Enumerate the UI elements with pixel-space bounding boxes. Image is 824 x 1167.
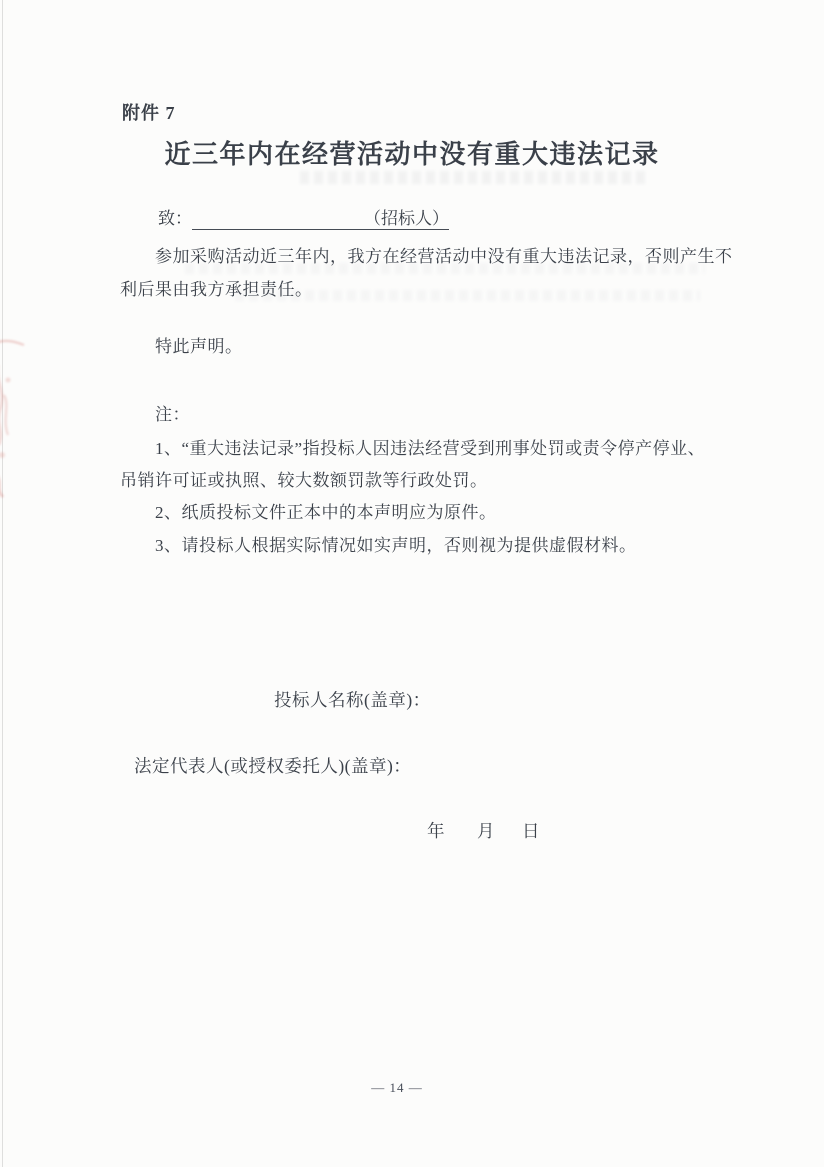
recipient-blank-field [192,210,364,230]
note-1-line-1: 1、“重大违法记录”指投标人因违法经营受到刑事处罚或责令停产停业、 [155,439,706,458]
note-1-line-2: 吊销许可证或执照、较大数额罚款等行政处罚。 [120,471,488,490]
declaration-closing: 特此声明。 [155,337,243,356]
date-year-label: 年 [427,821,445,841]
declaration-line-1: 参加采购活动近三年内，我方在经营活动中没有重大违法记录，否则产生不 [155,247,733,266]
legal-representative-label: 法定代表人(或授权委托人)(盖章)： [134,756,412,776]
date-day-label: 日 [522,821,540,841]
scanner-edge-line [2,0,3,1167]
declaration-line-2: 利后果由我方承担责任。 [120,280,313,299]
stamp-bleed-mark [0,335,28,510]
date-month-label: 月 [477,821,495,841]
salutation-line [158,204,449,230]
recipient-hint-label: （招标人） [364,209,449,228]
to-label: 致： [158,209,192,228]
note-2-line-1: 2、纸质投标文件正本中的本声明应为原件。 [155,503,497,522]
notes-heading: 注： [155,405,190,424]
document-title: 近三年内在经营活动中没有重大违法记录 [164,140,660,169]
bidder-name-label: 投标人名称(盖章)： [274,690,431,710]
attachment-label: 附件 7 [122,103,176,123]
bleedthrough-smudge [300,171,645,184]
page-number: — 14 — [371,1080,423,1095]
note-3-line-1: 3、请投标人根据实际情况如实声明，否则视为提供虚假材料。 [155,536,637,555]
